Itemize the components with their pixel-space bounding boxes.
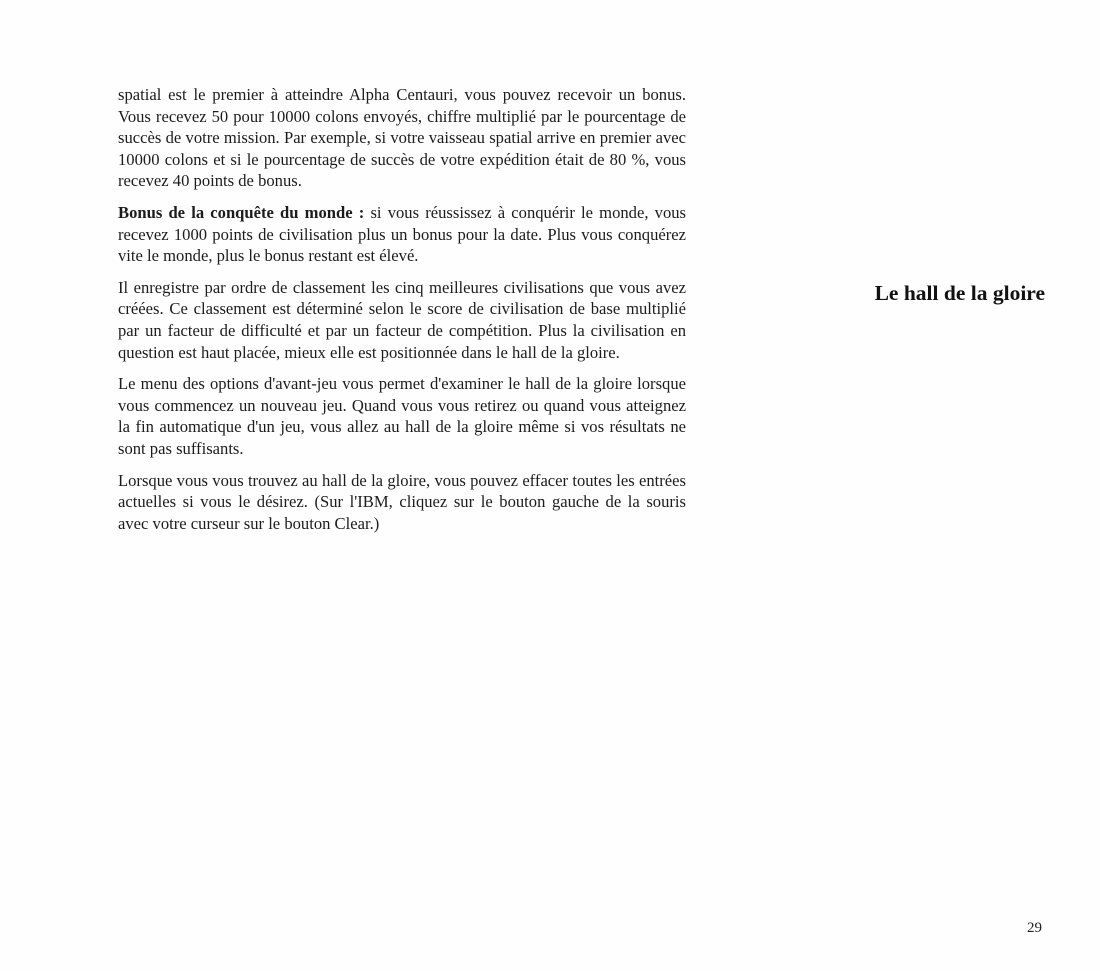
paragraph-conquest-bonus [118,202,686,267]
paragraph-ranking: Il enregistre par ordre de classement les cinq meilleures civilisations que vous avez créées. Ce classement est déterminé selon le score de civilisation de base multiplié par un facteur de difficulté et par un facteur de compétition. Plus la civilisation en question est haut placée, mieux elle est positionnée dans le hall de la gloire. [118,277,686,362]
section-heading: Le hall de la gloire [874,281,1045,305]
conquest-bonus-run-in: Bonus de la conquête du monde : [118,202,365,222]
paragraph-clear-entries: Lorsque vous vous trouvez au hall de la gloire, vous pouvez effacer toutes les entrées actuelles si vous le désirez. (Sur l'IBM, cliquez sur le bouton gauche de la souris avec votre curseur sur le bouton Clear.) [118,470,686,533]
conquest-bonus-text: si vous réussissez à conquérir le monde, vous recevez 1000 points de civilisation plus un bonus pour la date. Plus vous conquérez vite le monde, plus le bonus restant est élevé. [118,202,686,266]
paragraph-spaceship-bonus: spatial est le premier à atteindre Alpha Centauri, vous pouvez recevoir un bonus. Vous recevez 50 pour 10000 colons envoyés, chiffre multiplié par le pourcentage de succès de votre mission. Par exemple, si votre vaisseau spatial arrive en premier avec 10000 colons et si le pourcentage de succès de votre expédition était de 80 %, vous recevez 40 points de bonus. [118,85,686,191]
page-number: 29 [1027,920,1042,936]
body-text-column [118,84,686,534]
paragraph-pregame-menu: Le menu des options d'avant-jeu vous permet d'examiner le hall de la gloire lorsque vous commencez un nouveau jeu. Quand vous vous retirez ou quand vous atteignez la fin automatique d'un jeu, vous allez au hall de la gloire même si vos résultats ne sont pas suffisants. [118,374,686,458]
